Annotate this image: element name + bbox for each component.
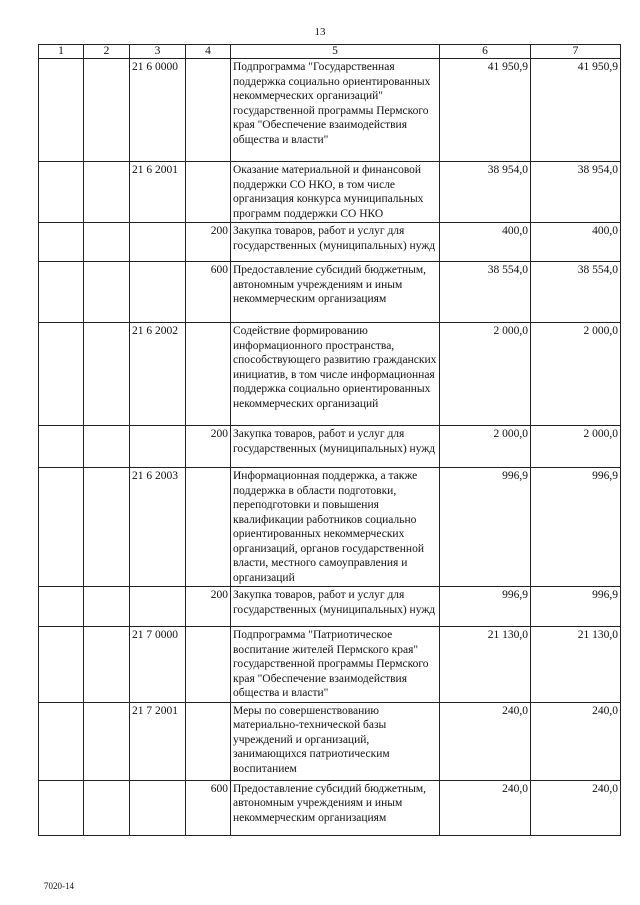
item-description: Закупка товаров, работ и услуг для государственных (муниципальных) нужд bbox=[231, 587, 440, 627]
table-row bbox=[39, 468, 621, 587]
expense-type-code bbox=[186, 468, 231, 587]
item-description: Оказание материальной и финансовой поддержки СО НКО, в том числе организация конкурса муниципальных программ поддержки СО НКО bbox=[231, 162, 440, 223]
item-description: Закупка товаров, работ и услуг для государственных (муниципальных) нужд bbox=[231, 426, 440, 468]
amount-col-6: 38 954,0 bbox=[440, 162, 531, 223]
item-description: Предоставление субсидий бюджетным, автономным учреждениям и иным некоммерческим организациям bbox=[231, 780, 440, 835]
cell-col-1 bbox=[39, 780, 84, 835]
cell-col-1 bbox=[39, 587, 84, 627]
amount-col-6: 2 000,0 bbox=[440, 323, 531, 426]
cell-col-2 bbox=[84, 262, 130, 323]
cell-col-2 bbox=[84, 627, 130, 703]
header-col-3: 3 bbox=[130, 45, 186, 59]
table-row bbox=[39, 587, 621, 627]
amount-col-7: 21 130,0 bbox=[531, 627, 621, 703]
item-description: Информационная поддержка, а также поддержка в области подготовки, переподготовки и повышения квалификации работников социально ориентированных некоммерческих организаций, органов государственной власти, местного самоуправления и организаций bbox=[231, 468, 440, 587]
amount-col-6: 996,9 bbox=[440, 587, 531, 627]
item-description: Подпрограмма "Государственная поддержка социально ориентированных некоммерческих организаций" государственной программы Пермского края "Обеспечение взаимодействия общества и власти" bbox=[231, 59, 440, 162]
item-description: Меры по совершенствованию материально-технической базы учреждений и организаций, занимающихся патриотическим воспитанием bbox=[231, 702, 440, 780]
target-article-code: 21 7 2001 bbox=[130, 702, 186, 780]
table-row bbox=[39, 162, 621, 223]
cell-col-2 bbox=[84, 780, 130, 835]
amount-col-7: 2 000,0 bbox=[531, 323, 621, 426]
header-col-1: 1 bbox=[39, 45, 84, 59]
table-row bbox=[39, 262, 621, 323]
amount-col-7: 240,0 bbox=[531, 780, 621, 835]
page-number: 13 bbox=[314, 26, 326, 38]
cell-col-2 bbox=[84, 426, 130, 468]
item-description: Содействие формированию информационного пространства, способствующего развитию гражданских инициатив, в том числе информационная поддержка социально ориентированных некоммерческих организаций bbox=[231, 323, 440, 426]
target-article-code: 21 6 2003 bbox=[130, 468, 186, 587]
expense-type-code: 600 bbox=[186, 780, 231, 835]
cell-col-2 bbox=[84, 587, 130, 627]
amount-col-7: 38 954,0 bbox=[531, 162, 621, 223]
target-article-code: 21 6 2001 bbox=[130, 162, 186, 223]
amount-col-6: 996,9 bbox=[440, 468, 531, 587]
budget-table bbox=[38, 44, 621, 836]
cell-col-1 bbox=[39, 702, 84, 780]
target-article-code bbox=[130, 223, 186, 262]
expense-type-code: 200 bbox=[186, 223, 231, 262]
amount-col-7: 41 950,9 bbox=[531, 59, 621, 162]
header-col-6: 6 bbox=[440, 45, 531, 59]
item-description: Закупка товаров, работ и услуг для государственных (муниципальных) нужд bbox=[231, 223, 440, 262]
amount-col-7: 2 000,0 bbox=[531, 426, 621, 468]
target-article-code bbox=[130, 262, 186, 323]
header-col-4: 4 bbox=[186, 45, 231, 59]
table-row bbox=[39, 627, 621, 703]
target-article-code bbox=[130, 587, 186, 627]
expense-type-code bbox=[186, 627, 231, 703]
cell-col-1 bbox=[39, 426, 84, 468]
table-row bbox=[39, 323, 621, 426]
cell-col-2 bbox=[84, 468, 130, 587]
cell-col-2 bbox=[84, 223, 130, 262]
expense-type-code bbox=[186, 323, 231, 426]
expense-type-code bbox=[186, 59, 231, 162]
amount-col-6: 38 554,0 bbox=[440, 262, 531, 323]
amount-col-6: 21 130,0 bbox=[440, 627, 531, 703]
document-code: 7020-14 bbox=[44, 881, 74, 891]
target-article-code bbox=[130, 426, 186, 468]
expense-type-code: 200 bbox=[186, 426, 231, 468]
header-col-7: 7 bbox=[531, 45, 621, 59]
table-row bbox=[39, 426, 621, 468]
cell-col-1 bbox=[39, 59, 84, 162]
expense-type-code: 200 bbox=[186, 587, 231, 627]
amount-col-6: 400,0 bbox=[440, 223, 531, 262]
table-row bbox=[39, 59, 621, 162]
amount-col-7: 996,9 bbox=[531, 468, 621, 587]
expense-type-code bbox=[186, 162, 231, 223]
target-article-code: 21 6 2002 bbox=[130, 323, 186, 426]
amount-col-7: 400,0 bbox=[531, 223, 621, 262]
amount-col-7: 240,0 bbox=[531, 702, 621, 780]
expense-type-code: 600 bbox=[186, 262, 231, 323]
cell-col-1 bbox=[39, 162, 84, 223]
table-body bbox=[39, 59, 621, 836]
cell-col-1 bbox=[39, 627, 84, 703]
cell-col-2 bbox=[84, 59, 130, 162]
amount-col-6: 240,0 bbox=[440, 780, 531, 835]
amount-col-6: 240,0 bbox=[440, 702, 531, 780]
cell-col-1 bbox=[39, 223, 84, 262]
cell-col-1 bbox=[39, 262, 84, 323]
cell-col-2 bbox=[84, 162, 130, 223]
cell-col-2 bbox=[84, 323, 130, 426]
amount-col-7: 996,9 bbox=[531, 587, 621, 627]
header-col-2: 2 bbox=[84, 45, 130, 59]
header-row bbox=[39, 45, 621, 59]
cell-col-1 bbox=[39, 323, 84, 426]
table-header bbox=[39, 45, 621, 59]
item-description: Подпрограмма "Патриотическое воспитание жителей Пермского края" государственной программы Пермского края "Обеспечение взаимодействия общества и власти" bbox=[231, 627, 440, 703]
expense-type-code bbox=[186, 702, 231, 780]
amount-col-7: 38 554,0 bbox=[531, 262, 621, 323]
cell-col-1 bbox=[39, 468, 84, 587]
item-description: Предоставление субсидий бюджетным, автономным учреждениям и иным некоммерческим организациям bbox=[231, 262, 440, 323]
cell-col-2 bbox=[84, 702, 130, 780]
table-row bbox=[39, 223, 621, 262]
target-article-code bbox=[130, 780, 186, 835]
target-article-code: 21 7 0000 bbox=[130, 627, 186, 703]
header-col-5: 5 bbox=[231, 45, 440, 59]
table-row bbox=[39, 702, 621, 780]
amount-col-6: 2 000,0 bbox=[440, 426, 531, 468]
target-article-code: 21 6 0000 bbox=[130, 59, 186, 162]
table-row bbox=[39, 780, 621, 835]
amount-col-6: 41 950,9 bbox=[440, 59, 531, 162]
